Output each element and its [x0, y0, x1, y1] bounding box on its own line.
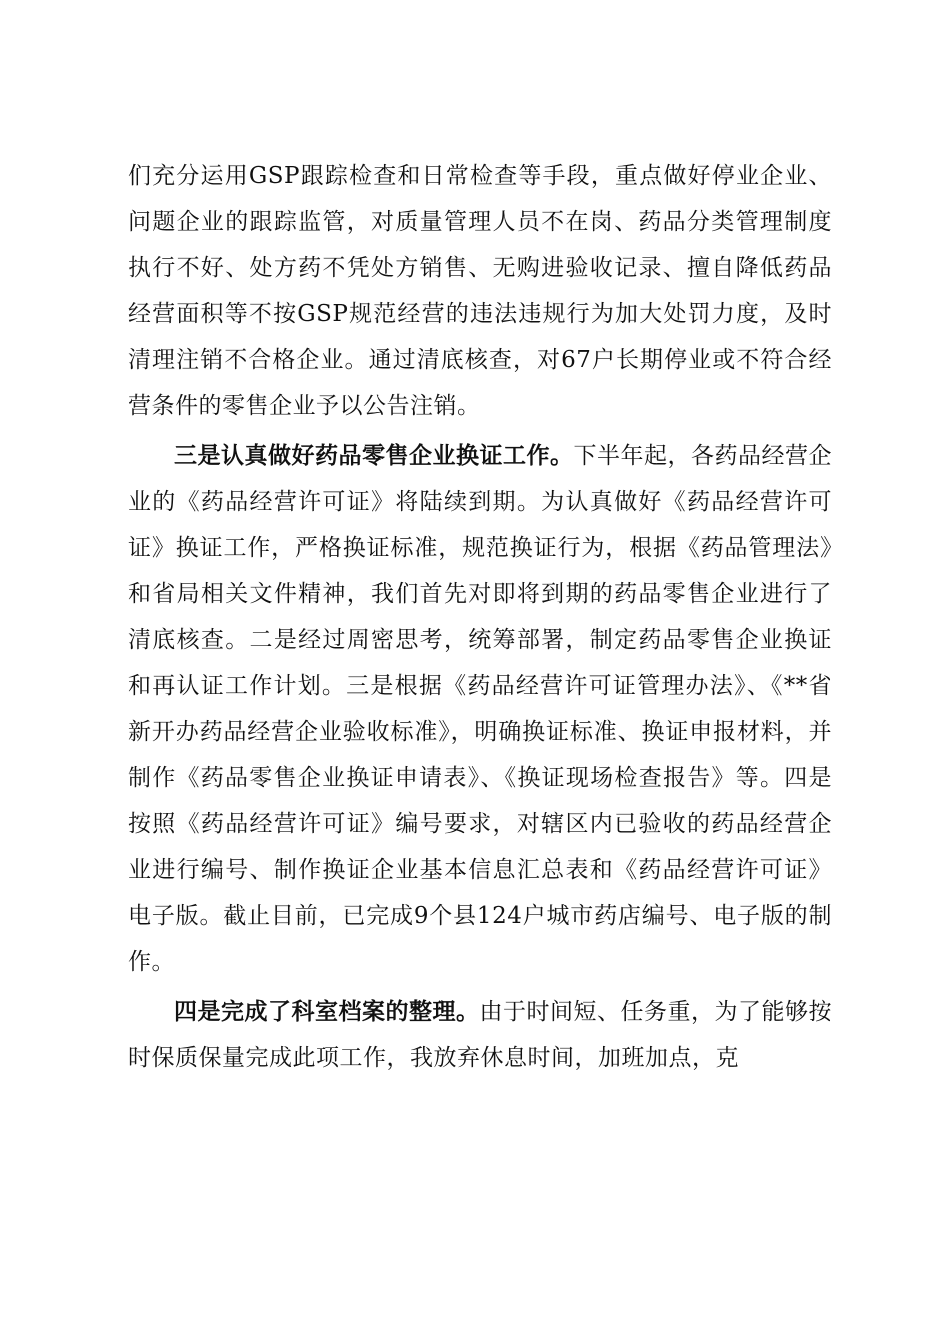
- paragraph-2: [128, 433, 832, 985]
- paragraph-2-lead: 三是认真做好药品零售企业换证工作。: [174, 442, 574, 469]
- paragraph-1: [128, 153, 832, 429]
- paragraph-1-text: 们充分运用GSP跟踪检查和日常检查等手段，重点做好停业企业、问题企业的跟踪监管，对质量管理人员不在岗、药品分类管理制度执行不好、处方药不凭处方销售、无购进验收记录、擅自降低药品经营面积等不按GSP规范经营的违法违规行为加大处罚力度，及时清理注销不合格企业。通过清底核查，对67户长期停业或不符合经营条件的零售企业予以公告注销。: [128, 163, 832, 419]
- paragraph-2-text: 下半年起，各药品经营企业的《药品经营许可证》将陆续到期。为认真做好《药品经营许可证》换证工作，严格换证标准，规范换证行为，根据《药品管理法》和省局相关文件精神，我们首先对即将到期的药品零售企业进行了清底核查。二是经过周密思考，统筹部署，制定药品零售企业换证和再认证工作计划。三是根据《药品经营许可证管理办法》、《**省新开办药品经营企业验收标准》，明确换证标准、换证申报材料，并制作《药品零售企业换证申请表》、《换证现场检查报告》等。四是按照《药品经营许可证》编号要求，对辖区内已验收的药品经营企业进行编号、制作换证企业基本信息汇总表和《药品经营许可证》电子版。截止目前，已完成9个县124户城市药店编号、电子版的制作。: [128, 443, 832, 975]
- paragraph-3: [128, 989, 832, 1081]
- paragraph-3-text: 由于时间短、任务重，为了能够按时保质保量完成此项工作，我放弃休息时间，加班加点，克: [128, 999, 832, 1071]
- document-body: [128, 153, 832, 1081]
- paragraph-3-lead: 四是完成了科室档案的整理。: [174, 998, 480, 1025]
